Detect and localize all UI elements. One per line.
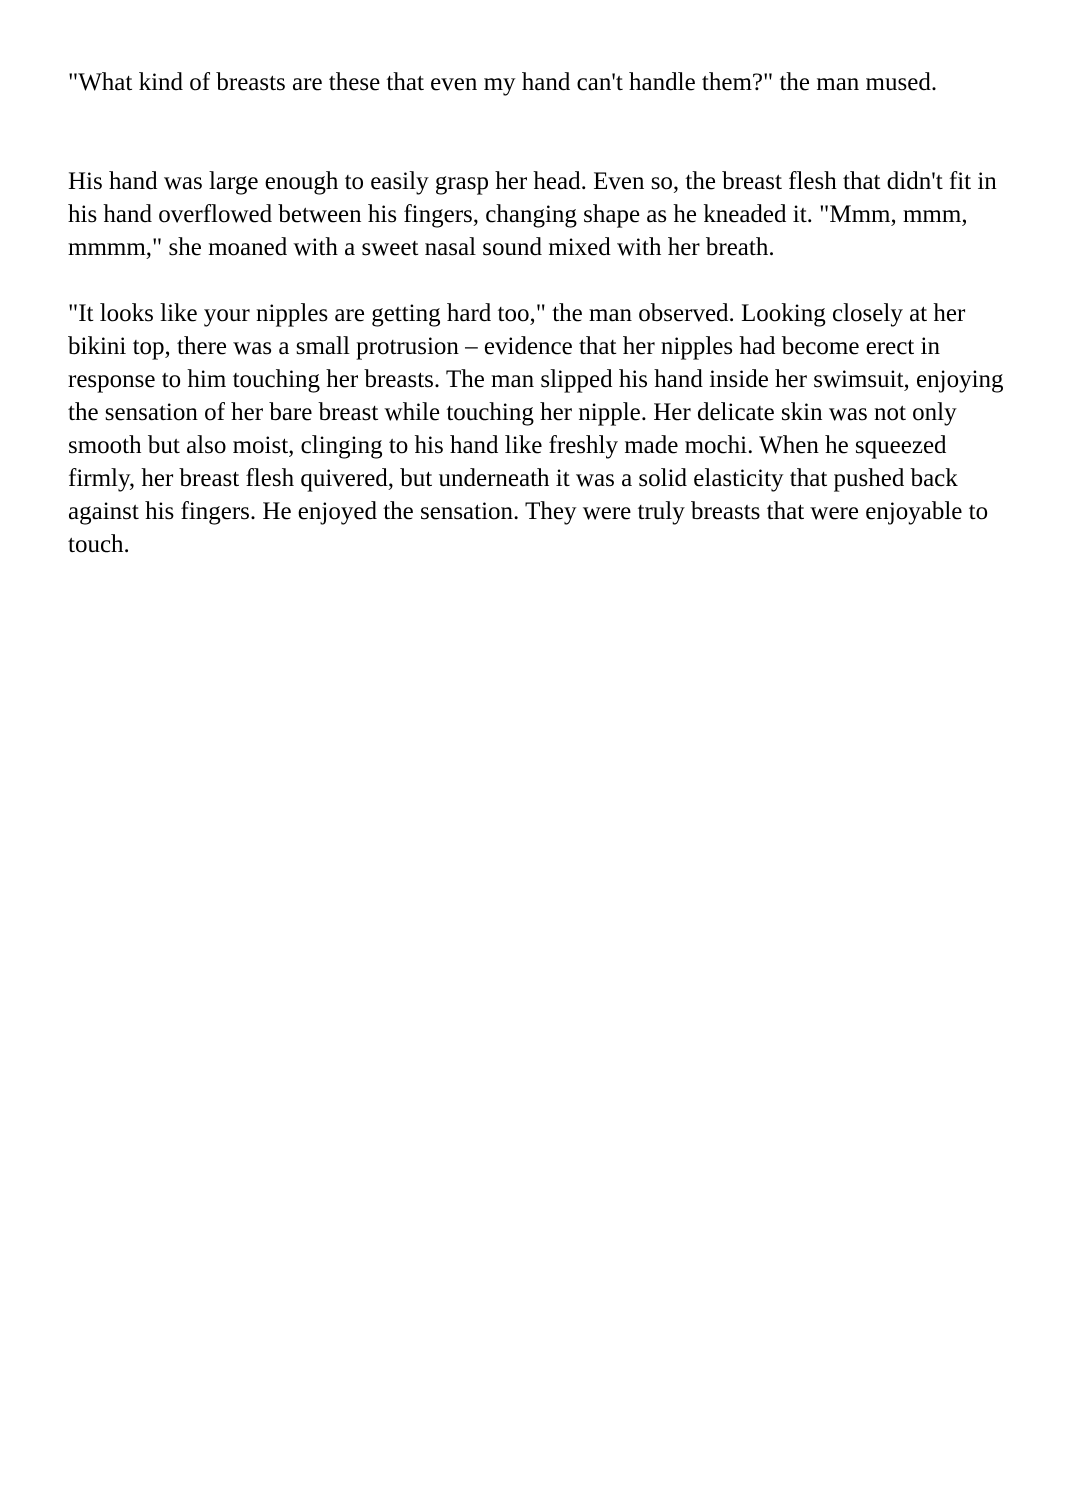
- paragraph-3: "It looks like your nipples are getting hard too," the man observed. Looking closely at her bikini top, there was a small protrusion – evidence that her nipples had become erect in response to him touching her breasts. The man slipped his hand inside her swimsuit, enjoying the sensation of her bare breast while touching her nipple. Her delicate skin was not only smooth but also moist, clinging to his hand like freshly made mochi. When he squeezed firmly, her breast flesh quivered, but underneath it was a solid elasticity that pushed back against his fingers. He enjoyed the sensation. They were truly breasts that were enjoyable to touch.: [68, 300, 1004, 558]
- paragraph-2: His hand was large enough to easily grasp her head. Even so, the breast flesh that didn't fit in his hand overflowed between his fingers, changing shape as he kneaded it. "Mmm, mmm, mmmm," she moaned with a sweet nasal sound mixed with her breath.: [68, 168, 997, 261]
- paragraph-1: "What kind of breasts are these that even my hand can't handle them?" the man mused.: [68, 69, 938, 96]
